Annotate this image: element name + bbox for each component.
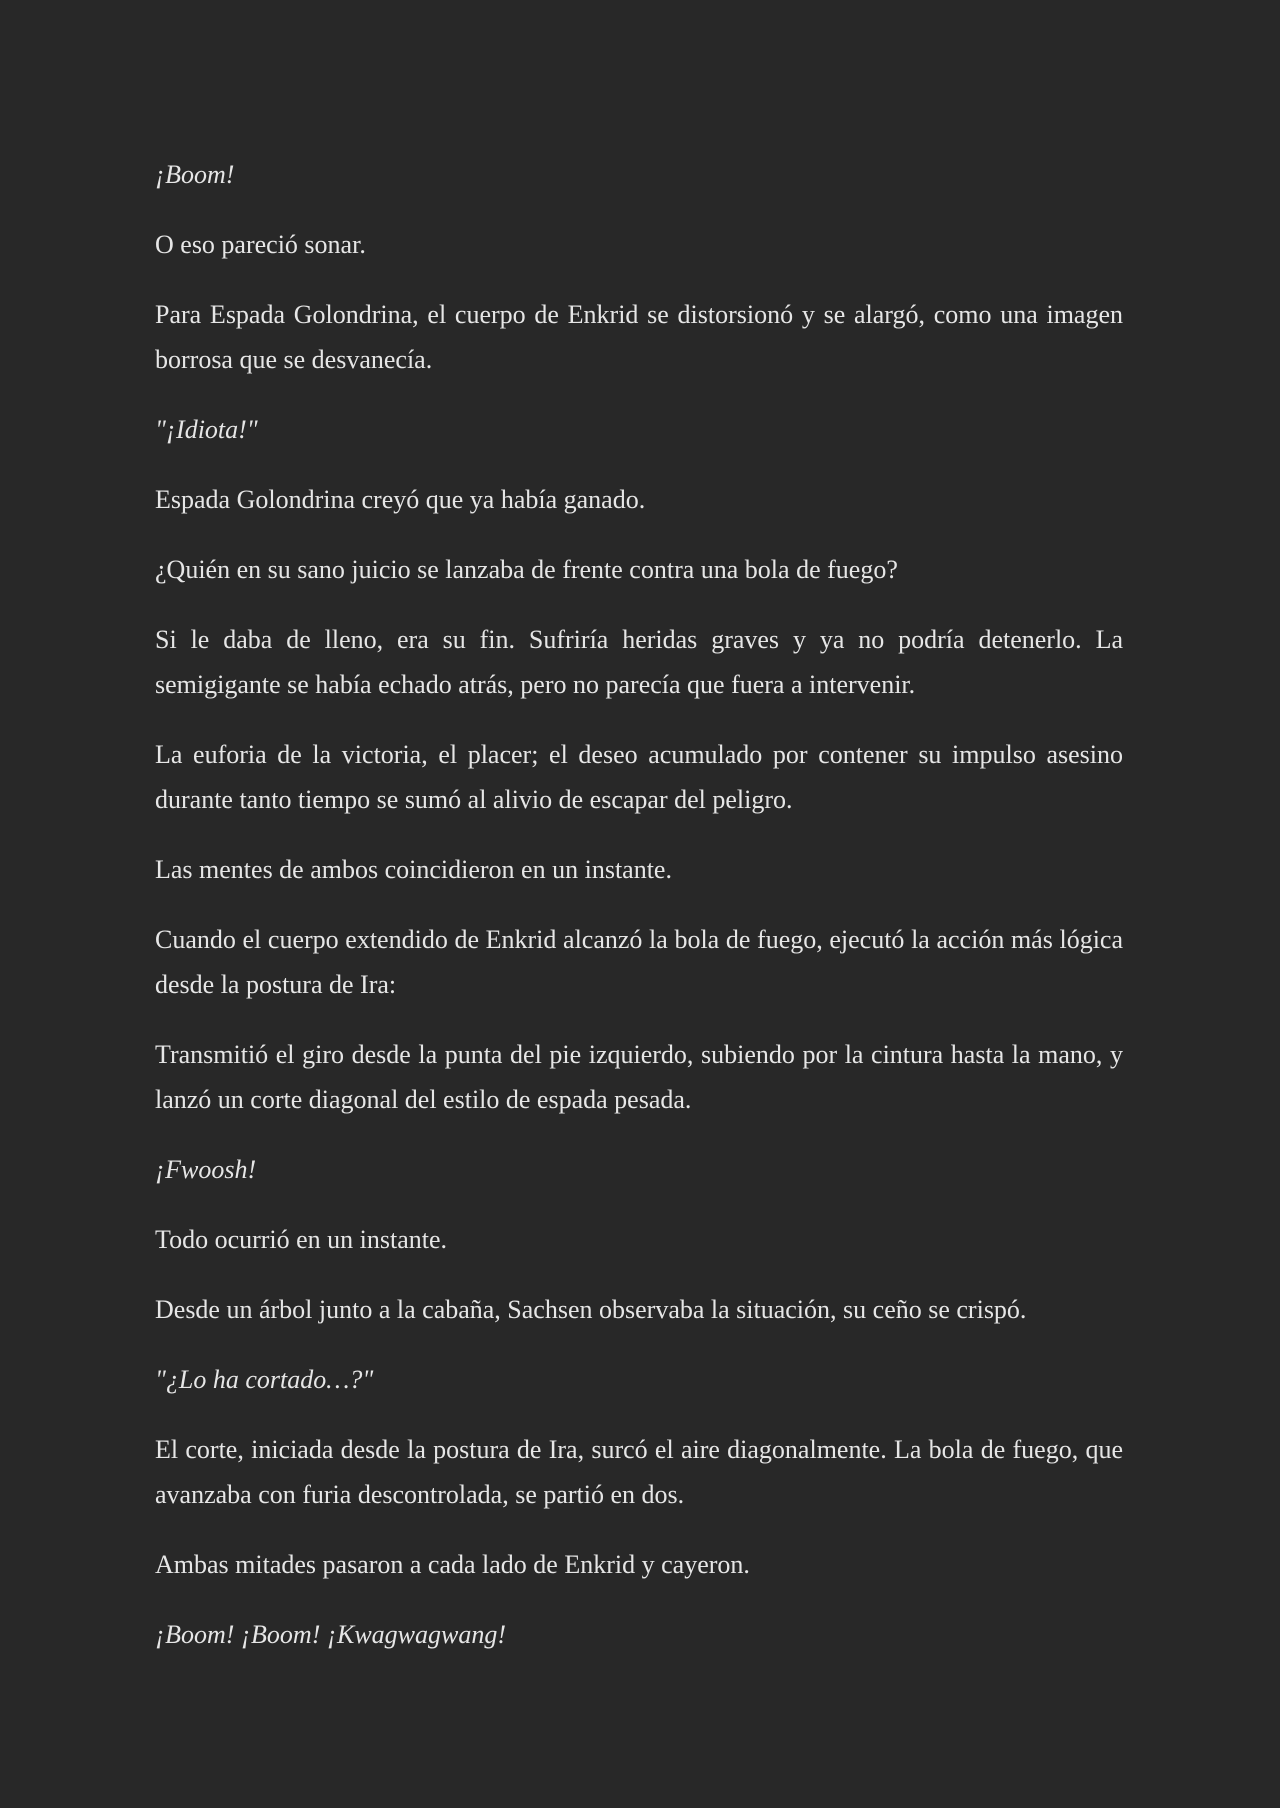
chapter-text bbox=[155, 152, 1123, 1682]
paragraph-9: Las mentes de ambos coincidieron en un instante. bbox=[155, 855, 672, 884]
paragraph-13: Todo ocurrió en un instante. bbox=[155, 1225, 448, 1254]
paragraph-1: ¡Boom! bbox=[155, 160, 235, 189]
paragraph-5: Espada Golondrina creyó que ya había ganado. bbox=[155, 485, 646, 514]
paragraph-8: La euforia de la victoria, el placer; el deseo acumulado por contener su impulso asesino durante tanto tiempo se sumó al alivio de escapar del peligro. bbox=[155, 740, 1123, 814]
paragraph-11: Transmitió el giro desde la punta del pie izquierdo, subiendo por la cintura hasta la mano, y lanzó un corte diagonal del estilo de espada pesada. bbox=[155, 1040, 1123, 1114]
paragraph-15: "¿Lo ha cortado…?" bbox=[155, 1365, 374, 1394]
paragraph-3: Para Espada Golondrina, el cuerpo de Enkrid se distorsionó y se alargó, como una imagen borrosa que se desvanecía. bbox=[155, 300, 1123, 374]
paragraph-4: "¡Idiota!" bbox=[155, 415, 258, 444]
paragraph-16: El corte, iniciada desde la postura de Ira, surcó el aire diagonalmente. La bola de fuego, que avanzaba con furia descontrolada, se partió en dos. bbox=[155, 1435, 1123, 1509]
paragraph-17: Ambas mitades pasaron a cada lado de Enkrid y cayeron. bbox=[155, 1550, 750, 1579]
paragraph-7: Si le daba de lleno, era su fin. Sufriría heridas graves y ya no podría detenerlo. La semigigante se había echado atrás, pero no parecía que fuera a intervenir. bbox=[155, 625, 1123, 699]
paragraph-18: ¡Boom! ¡Boom! ¡Kwagwagwang! bbox=[155, 1620, 507, 1649]
paragraph-6: ¿Quién en su sano juicio se lanzaba de frente contra una bola de fuego? bbox=[155, 555, 898, 584]
paragraph-14: Desde un árbol junto a la cabaña, Sachsen observaba la situación, su ceño se crispó. bbox=[155, 1295, 1027, 1324]
paragraph-2: O eso pareció sonar. bbox=[155, 230, 366, 259]
paragraph-10: Cuando el cuerpo extendido de Enkrid alcanzó la bola de fuego, ejecutó la acción más lógica desde la postura de Ira: bbox=[155, 925, 1123, 999]
paragraph-12: ¡Fwoosh! bbox=[155, 1155, 257, 1184]
